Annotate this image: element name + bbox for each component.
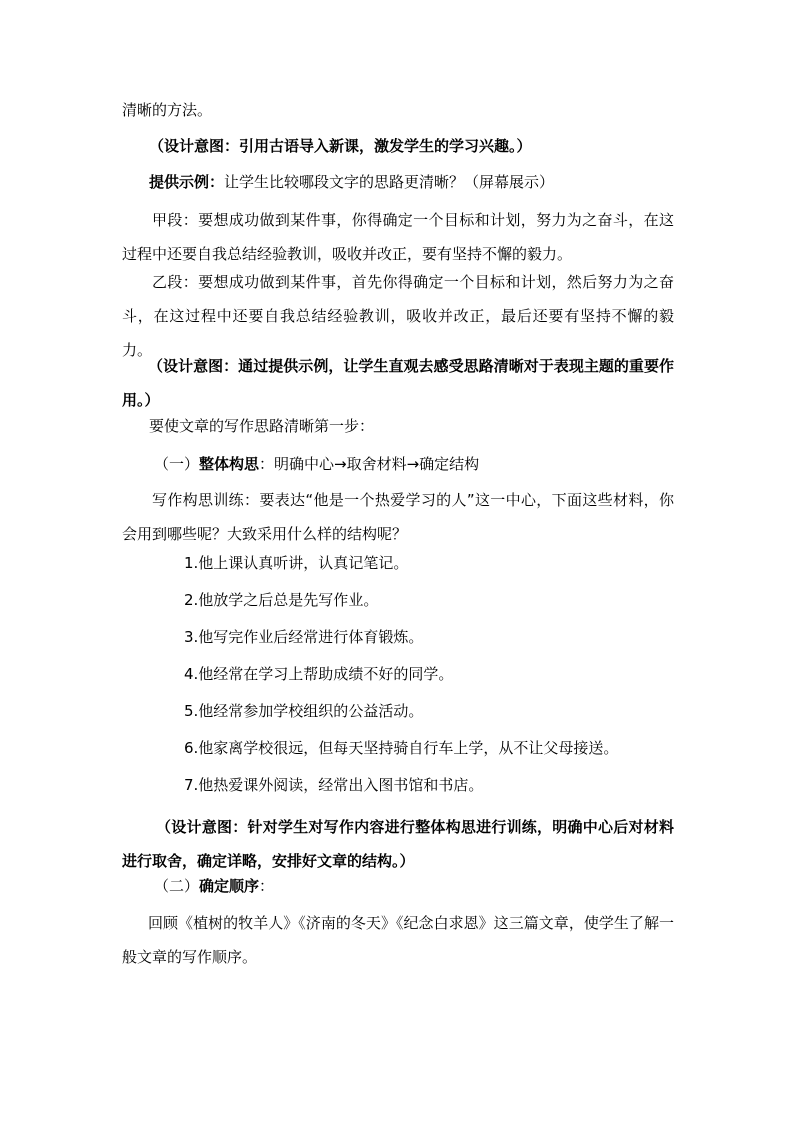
section-1-heading xyxy=(154,454,479,474)
review-paragraph: 回顾《植树的牧羊人》《济南的冬天》《纪念白求恩》这三篇文章，使学生了解一般文章的写作顺序。 xyxy=(122,914,674,966)
design-intent-2: （设计意图：通过提供示例，让学生直观去感受思路清晰对于表现主题的重要作用。） xyxy=(122,357,674,409)
section-2-prefix: （二） xyxy=(154,877,200,895)
section-2-heading xyxy=(154,876,274,896)
design-intent-1: （设计意图：引用古语导入新课，激发学生的学习兴趣。） xyxy=(149,137,532,155)
section-1-text: ：明确中心→取舍材料→确定结构 xyxy=(259,455,480,473)
step-one-intro: 要使文章的写作思路清晰第一步： xyxy=(149,417,375,435)
section-2-title: 确定顺序 xyxy=(199,877,260,895)
section-1-prefix: （一） xyxy=(154,455,200,473)
paragraph-continuation: 清晰的方法。 xyxy=(122,101,213,119)
paragraph-yi: 乙段：要想成功做到某件事，首先你得确定一个目标和计划，然后努力为之奋斗，在这过程中还要自我总结经验教训，吸收并改正，最后还要有坚持不懈的毅力。 xyxy=(122,273,674,359)
section-2-colon: ： xyxy=(259,877,275,895)
design-intent-3: （设计意图：针对学生对写作内容进行整体构思进行训练，明确中心后对材料进行取舍，确定详略，安排好文章的结构。） xyxy=(122,818,674,870)
material-item: 1.他上课认真听讲，认真记笔记。 xyxy=(184,554,409,572)
training-paragraph: 写作构思训练：要表达“他是一个热爱学习的人”这一中心，下面这些材料，你会用到哪些呢？大致采用什么样的结构呢？ xyxy=(122,491,674,543)
material-item: 7.他热爱课外阅读，经常出入图书馆和书店。 xyxy=(184,776,484,794)
material-item: 5.他经常参加学校组织的公益活动。 xyxy=(184,702,424,720)
material-item: 3.他写完作业后经常进行体育锻炼。 xyxy=(184,628,424,646)
material-item: 2.他放学之后总是先写作业。 xyxy=(184,591,379,609)
example-intro xyxy=(149,172,554,192)
section-1-title: 整体构思 xyxy=(199,455,260,473)
example-label: 提供示例： xyxy=(149,173,225,191)
paragraph-jia: 甲段：要想成功做到某件事，你得确定一个目标和计划，努力为之奋斗，在这过程中还要自我总结经验教训，吸收并改正，要有坚持不懈的毅力。 xyxy=(122,211,674,263)
material-item: 4.他经常在学习上帮助成绩不好的同学。 xyxy=(184,665,454,683)
material-item: 6.他家离学校很远，但每天坚持骑自行车上学，从不让父母接送。 xyxy=(184,739,619,757)
example-text: 让学生比较哪段文字的思路更清晰？（屏幕展示） xyxy=(224,173,555,191)
